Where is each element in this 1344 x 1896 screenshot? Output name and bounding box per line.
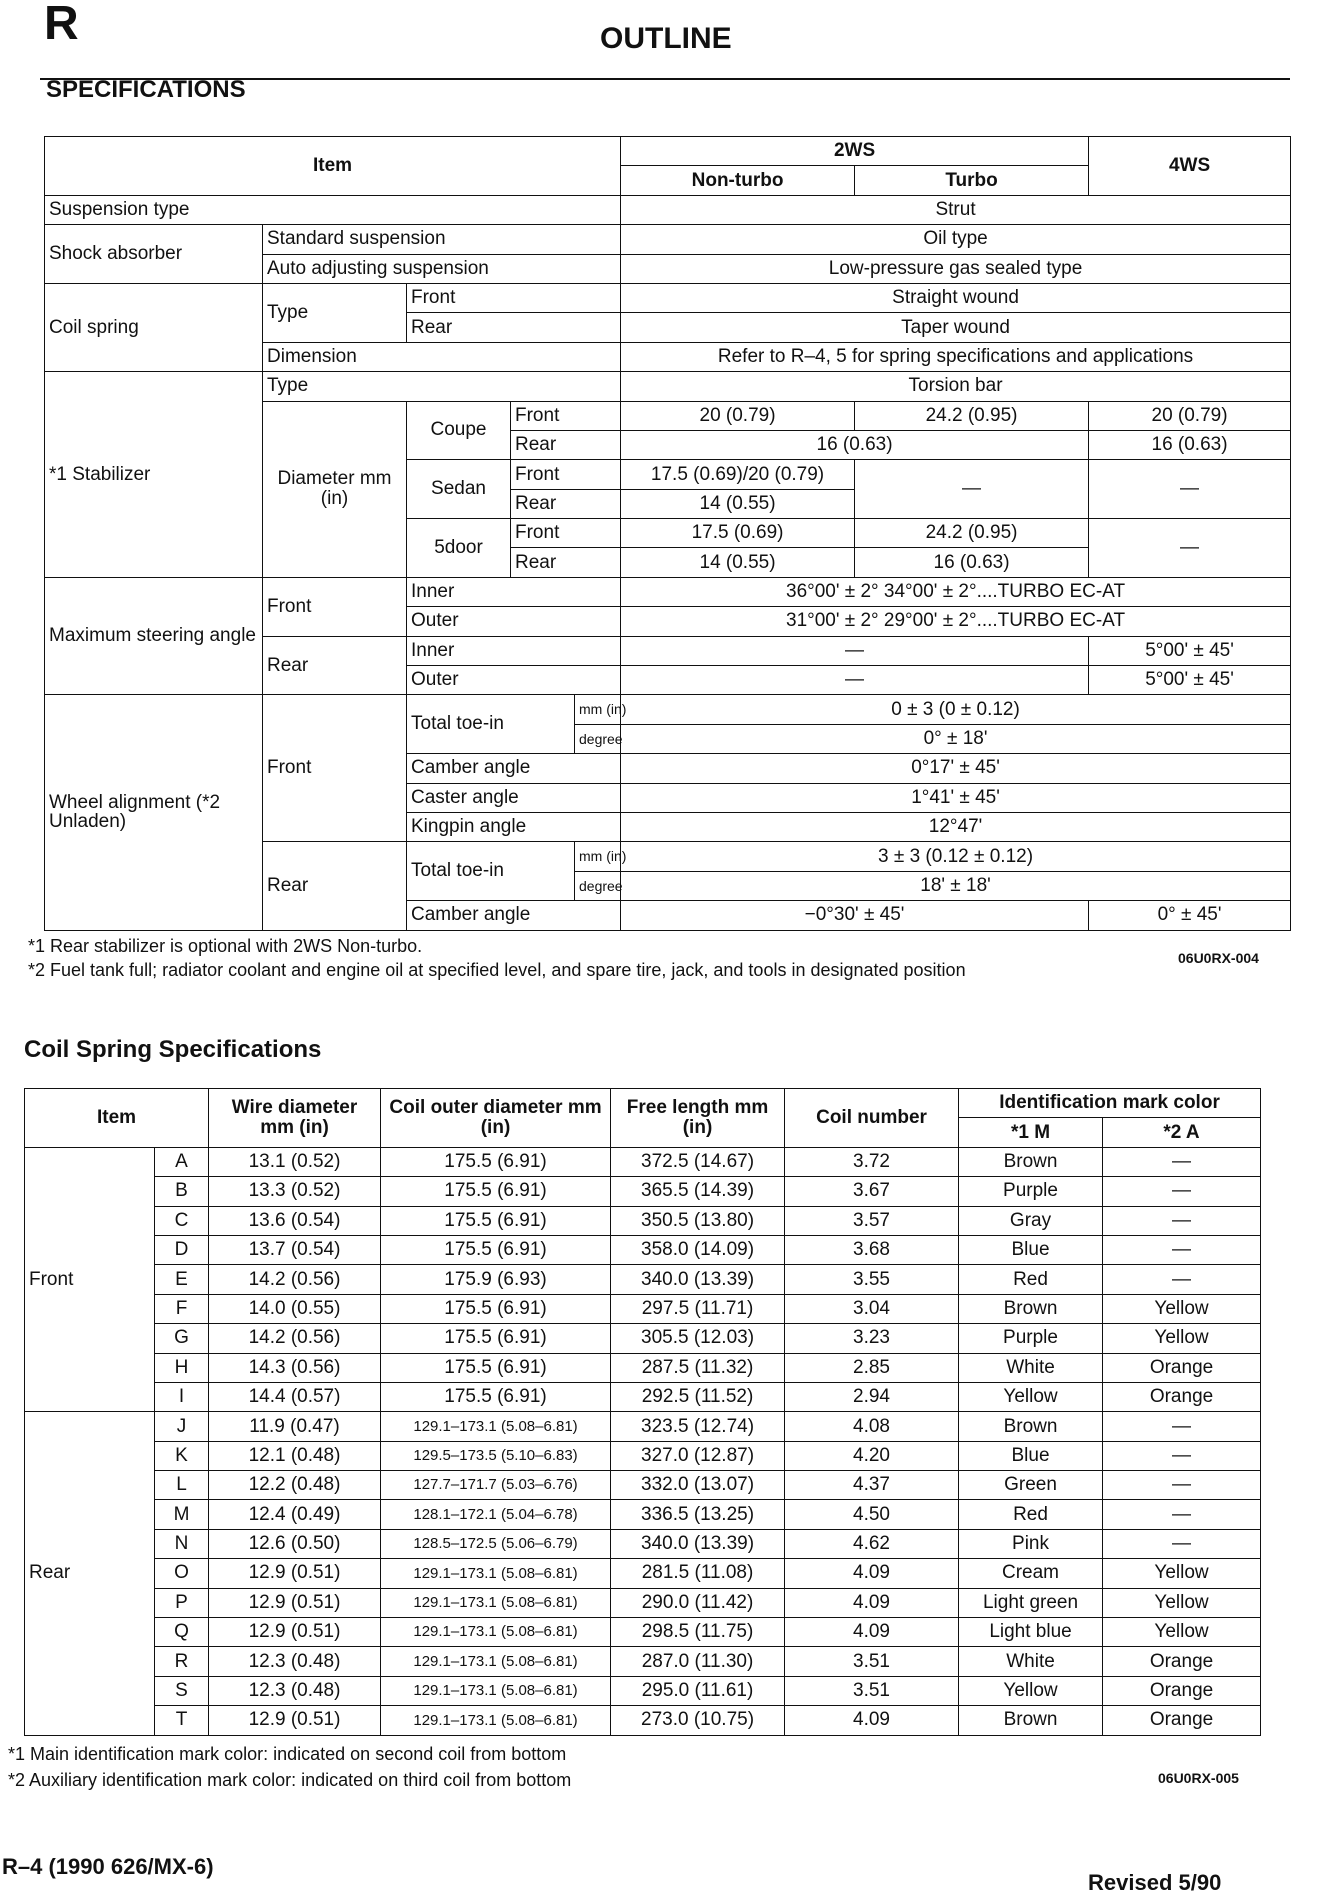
outer-diameter: 128.1–172.1 (5.04–6.78) <box>381 1500 611 1529</box>
steering-front-inner-label: Inner <box>407 577 621 606</box>
ident-m: Yellow <box>959 1676 1103 1705</box>
row-code: I <box>155 1382 209 1411</box>
coil-table-body <box>25 1147 1261 1735</box>
coil-number: 2.85 <box>785 1353 959 1382</box>
sedan-4ws-dash: — <box>1089 460 1291 519</box>
front-caster-value: 1°41' ± 45' <box>621 783 1291 812</box>
front-kingpin-label: Kingpin angle <box>407 812 621 841</box>
section-letter: R <box>44 0 79 50</box>
steering-rear-inner-2ws: — <box>621 636 1089 665</box>
coil-number: 3.51 <box>785 1676 959 1705</box>
coil-row <box>25 1235 1261 1264</box>
free-length: 287.5 (11.32) <box>611 1353 785 1382</box>
coil-number: 4.62 <box>785 1529 959 1558</box>
ident-m: White <box>959 1647 1103 1676</box>
steering-rear-label: Rear <box>263 636 407 695</box>
wire-diameter: 13.6 (0.54) <box>209 1206 381 1235</box>
coil-rear-value: Taper wound <box>621 313 1291 342</box>
coil-number: 3.57 <box>785 1206 959 1235</box>
header-4ws: 4WS <box>1089 137 1291 196</box>
free-length: 372.5 (14.67) <box>611 1147 785 1176</box>
ident-a: Orange <box>1103 1706 1261 1735</box>
row-code: B <box>155 1177 209 1206</box>
ident-m: Blue <box>959 1235 1103 1264</box>
group-rear-label: Rear <box>25 1412 155 1735</box>
outer-diameter: 175.5 (6.91) <box>381 1294 611 1323</box>
ident-m: Yellow <box>959 1382 1103 1411</box>
coil-row <box>25 1706 1261 1735</box>
coil-number: 4.50 <box>785 1500 959 1529</box>
coil-number: 3.23 <box>785 1324 959 1353</box>
outer-diameter: 129.1–173.1 (5.08–6.81) <box>381 1412 611 1441</box>
coil-row <box>25 1529 1261 1558</box>
standard-suspension-label: Standard suspension <box>263 225 621 254</box>
ident-m: Brown <box>959 1147 1103 1176</box>
ident-m: Green <box>959 1471 1103 1500</box>
outer-diameter: 175.5 (6.91) <box>381 1382 611 1411</box>
coil-spring-label: Coil spring <box>45 283 263 371</box>
standard-suspension-value: Oil type <box>621 225 1291 254</box>
coil-header-number: Coil number <box>785 1089 959 1148</box>
stabilizer-diameter-label: Diameter mm (in) <box>263 401 407 577</box>
row-code: O <box>155 1559 209 1588</box>
ident-a: Yellow <box>1103 1618 1261 1647</box>
sedan-rear-label: Rear <box>511 489 621 518</box>
alignment-front-label: Front <box>263 695 407 842</box>
sedan-turbo-dash: — <box>855 460 1089 519</box>
ident-m: Light blue <box>959 1618 1103 1647</box>
front-camber-label: Camber angle <box>407 754 621 783</box>
ident-m: Blue <box>959 1441 1103 1470</box>
wire-diameter: 12.3 (0.48) <box>209 1676 381 1705</box>
free-length: 350.5 (13.80) <box>611 1206 785 1235</box>
front-camber-value: 0°17' ± 45' <box>621 754 1291 783</box>
ident-a: Yellow <box>1103 1588 1261 1617</box>
sedan-front-label: Front <box>511 460 621 489</box>
coil-row <box>25 1294 1261 1323</box>
wire-diameter: 12.9 (0.51) <box>209 1559 381 1588</box>
free-length: 273.0 (10.75) <box>611 1706 785 1735</box>
wire-diameter: 14.3 (0.56) <box>209 1353 381 1382</box>
front-caster-label: Caster angle <box>407 783 621 812</box>
coil-row <box>25 1206 1261 1235</box>
coupe-front-label: Front <box>511 401 621 430</box>
fivedoor-front-label: Front <box>511 519 621 548</box>
ident-m: Red <box>959 1265 1103 1294</box>
ident-m: Gray <box>959 1206 1103 1235</box>
steering-rear-inner-label: Inner <box>407 636 621 665</box>
stabilizer-type-value: Torsion bar <box>621 372 1291 401</box>
free-length: 340.0 (13.39) <box>611 1265 785 1294</box>
wire-diameter: 13.1 (0.52) <box>209 1147 381 1176</box>
outer-diameter: 127.7–171.7 (5.03–6.76) <box>381 1471 611 1500</box>
wire-diameter: 14.2 (0.56) <box>209 1324 381 1353</box>
fivedoor-front-nonturbo: 17.5 (0.69) <box>621 519 855 548</box>
fivedoor-label: 5door <box>407 519 511 578</box>
ident-m: Brown <box>959 1706 1103 1735</box>
rear-camber-2ws: −0°30' ± 45' <box>621 901 1089 930</box>
outer-diameter: 175.9 (6.93) <box>381 1265 611 1294</box>
free-length: 336.5 (13.25) <box>611 1500 785 1529</box>
ident-m: Light green <box>959 1588 1103 1617</box>
free-length: 298.5 (11.75) <box>611 1618 785 1647</box>
stabilizer-label: *1 Stabilizer <box>45 372 263 578</box>
page-title: OUTLINE <box>600 22 732 55</box>
ident-a: Orange <box>1103 1647 1261 1676</box>
coil-footnote-2: *2 Auxiliary identification mark color: indicated on third coil from bottom <box>8 1770 572 1790</box>
free-length: 358.0 (14.09) <box>611 1235 785 1264</box>
coil-row <box>25 1647 1261 1676</box>
coil-number: 3.04 <box>785 1294 959 1323</box>
row-code: H <box>155 1353 209 1382</box>
ident-a: — <box>1103 1147 1261 1176</box>
ident-a: — <box>1103 1235 1261 1264</box>
front-toe-unit-degree: degree <box>575 724 621 753</box>
rear-toe-degree-value: 18' ± 18' <box>621 871 1291 900</box>
outer-diameter: 129.1–173.1 (5.08–6.81) <box>381 1618 611 1647</box>
coil-number: 3.67 <box>785 1177 959 1206</box>
coupe-label: Coupe <box>407 401 511 460</box>
coil-dimension-label: Dimension <box>263 342 621 371</box>
coil-number: 3.51 <box>785 1647 959 1676</box>
coil-front-value: Straight wound <box>621 283 1291 312</box>
coupe-front-4ws: 20 (0.79) <box>1089 401 1291 430</box>
coil-row <box>25 1618 1261 1647</box>
row-code: R <box>155 1647 209 1676</box>
ident-a: Orange <box>1103 1382 1261 1411</box>
free-length: 340.0 (13.39) <box>611 1529 785 1558</box>
coil-spring-table <box>24 1088 1261 1736</box>
wire-diameter: 12.9 (0.51) <box>209 1618 381 1647</box>
wire-diameter: 13.7 (0.54) <box>209 1235 381 1264</box>
wire-diameter: 14.2 (0.56) <box>209 1265 381 1294</box>
row-code: P <box>155 1588 209 1617</box>
ident-m: White <box>959 1353 1103 1382</box>
outer-diameter: 129.1–173.1 (5.08–6.81) <box>381 1647 611 1676</box>
suspension-type-value: Strut <box>621 195 1291 224</box>
specifications-heading: SPECIFICATIONS <box>46 76 246 103</box>
free-length: 305.5 (12.03) <box>611 1324 785 1353</box>
ident-a: — <box>1103 1206 1261 1235</box>
wire-diameter: 14.4 (0.57) <box>209 1382 381 1411</box>
ident-a: — <box>1103 1471 1261 1500</box>
free-length: 290.0 (11.42) <box>611 1588 785 1617</box>
coil-rear-label: Rear <box>407 313 621 342</box>
wire-diameter: 12.3 (0.48) <box>209 1647 381 1676</box>
fivedoor-rear-label: Rear <box>511 548 621 577</box>
ident-m: Brown <box>959 1412 1103 1441</box>
wire-diameter: 12.1 (0.48) <box>209 1441 381 1470</box>
auto-adjusting-value: Low-pressure gas sealed type <box>621 254 1291 283</box>
outer-diameter: 175.5 (6.91) <box>381 1235 611 1264</box>
wire-diameter: 12.9 (0.51) <box>209 1588 381 1617</box>
free-length: 297.5 (11.71) <box>611 1294 785 1323</box>
footer-page-ref: R–4 (1990 626/MX-6) <box>2 1854 214 1879</box>
ident-a: — <box>1103 1529 1261 1558</box>
coil-number: 4.09 <box>785 1618 959 1647</box>
coil-row <box>25 1500 1261 1529</box>
coupe-rear-2ws: 16 (0.63) <box>621 430 1089 459</box>
header-turbo: Turbo <box>855 166 1089 195</box>
outer-diameter: 129.1–173.1 (5.08–6.81) <box>381 1559 611 1588</box>
coupe-front-nonturbo: 20 (0.79) <box>621 401 855 430</box>
front-toe-mm-value: 0 ± 3 (0 ± 0.12) <box>621 695 1291 724</box>
front-toe-degree-value: 0° ± 18' <box>621 724 1291 753</box>
steering-rear-outer-4ws: 5°00' ± 45' <box>1089 666 1291 695</box>
outer-diameter: 129.1–173.1 (5.08–6.81) <box>381 1676 611 1705</box>
fivedoor-rear-turbo: 16 (0.63) <box>855 548 1089 577</box>
sedan-rear-nonturbo: 14 (0.55) <box>621 489 855 518</box>
coil-number: 3.68 <box>785 1235 959 1264</box>
row-code: M <box>155 1500 209 1529</box>
row-code: L <box>155 1471 209 1500</box>
header-item: Item <box>45 137 621 196</box>
free-length: 332.0 (13.07) <box>611 1471 785 1500</box>
row-code: N <box>155 1529 209 1558</box>
ident-a: — <box>1103 1177 1261 1206</box>
shock-absorber-label: Shock absorber <box>45 225 263 284</box>
steering-rear-outer-label: Outer <box>407 666 621 695</box>
coil-dimension-value: Refer to R–4, 5 for spring specifications and applications <box>621 342 1291 371</box>
coil-header-free: Free length mm (in) <box>611 1089 785 1148</box>
front-kingpin-value: 12°47' <box>621 812 1291 841</box>
ident-m: Cream <box>959 1559 1103 1588</box>
steering-front-label: Front <box>263 577 407 636</box>
coil-header-wire: Wire diameter mm (in) <box>209 1089 381 1148</box>
row-code: F <box>155 1294 209 1323</box>
fivedoor-rear-nonturbo: 14 (0.55) <box>621 548 855 577</box>
wire-diameter: 14.0 (0.55) <box>209 1294 381 1323</box>
free-length: 365.5 (14.39) <box>611 1177 785 1206</box>
coil-row <box>25 1265 1261 1294</box>
ident-m: Purple <box>959 1177 1103 1206</box>
auto-adjusting-label: Auto adjusting suspension <box>263 254 621 283</box>
rear-camber-label: Camber angle <box>407 901 621 930</box>
front-toe-unit-mm: mm (in) <box>575 695 621 724</box>
coil-row <box>25 1676 1261 1705</box>
coil-header-item: Item <box>25 1089 209 1148</box>
ident-a: — <box>1103 1441 1261 1470</box>
steering-rear-outer-2ws: — <box>621 666 1089 695</box>
ident-a: — <box>1103 1265 1261 1294</box>
rear-toe-unit-mm: mm (in) <box>575 842 621 871</box>
fivedoor-4ws-dash: — <box>1089 519 1291 578</box>
coil-row <box>25 1324 1261 1353</box>
outer-diameter: 128.5–172.5 (5.06–6.79) <box>381 1529 611 1558</box>
free-length: 292.5 (11.52) <box>611 1382 785 1411</box>
coil-row <box>25 1471 1261 1500</box>
ident-a: — <box>1103 1412 1261 1441</box>
steering-angle-label: Maximum steering angle <box>45 577 263 695</box>
outer-diameter: 175.5 (6.91) <box>381 1147 611 1176</box>
row-code: K <box>155 1441 209 1470</box>
wheel-alignment-label: Wheel alignment (*2 Unladen) <box>45 695 263 930</box>
row-code: T <box>155 1706 209 1735</box>
rear-toe-unit-degree: degree <box>575 871 621 900</box>
row-code: G <box>155 1324 209 1353</box>
spec-figure-code: 06U0RX-004 <box>1178 950 1259 966</box>
coil-number: 3.55 <box>785 1265 959 1294</box>
steering-front-inner-value: 36°00' ± 2° 34°00' ± 2°....TURBO EC-AT <box>621 577 1291 606</box>
coil-header-a: *2 A <box>1103 1118 1261 1147</box>
coil-header-ident: Identification mark color <box>959 1089 1261 1118</box>
wire-diameter: 13.3 (0.52) <box>209 1177 381 1206</box>
ident-a: Yellow <box>1103 1559 1261 1588</box>
sedan-front-nonturbo: 17.5 (0.69)/20 (0.79) <box>621 460 855 489</box>
specifications-table <box>44 136 1291 931</box>
wire-diameter: 12.9 (0.51) <box>209 1706 381 1735</box>
coil-figure-code: 06U0RX-005 <box>1158 1770 1239 1786</box>
coupe-front-turbo: 24.2 (0.95) <box>855 401 1089 430</box>
coil-front-label: Front <box>407 283 621 312</box>
outer-diameter: 175.5 (6.91) <box>381 1353 611 1382</box>
outer-diameter: 129.1–173.1 (5.08–6.81) <box>381 1706 611 1735</box>
outer-diameter: 129.5–173.5 (5.10–6.83) <box>381 1441 611 1470</box>
outer-diameter: 175.5 (6.91) <box>381 1206 611 1235</box>
ident-a: Yellow <box>1103 1294 1261 1323</box>
wire-diameter: 12.2 (0.48) <box>209 1471 381 1500</box>
fivedoor-front-turbo: 24.2 (0.95) <box>855 519 1089 548</box>
rear-camber-4ws: 0° ± 45' <box>1089 901 1291 930</box>
coil-number: 3.72 <box>785 1147 959 1176</box>
front-total-toe-label: Total toe-in <box>407 695 575 754</box>
ident-m: Pink <box>959 1529 1103 1558</box>
coil-number: 4.09 <box>785 1588 959 1617</box>
ident-m: Purple <box>959 1324 1103 1353</box>
coil-row <box>25 1441 1261 1470</box>
coil-header-outer: Coil outer diameter mm (in) <box>381 1089 611 1148</box>
coil-number: 4.08 <box>785 1412 959 1441</box>
coil-spring-heading: Coil Spring Specifications <box>24 1036 322 1063</box>
coil-row <box>25 1412 1261 1441</box>
free-length: 295.0 (11.61) <box>611 1676 785 1705</box>
header-2ws: 2WS <box>621 137 1089 166</box>
coil-number: 4.37 <box>785 1471 959 1500</box>
header-non-turbo: Non-turbo <box>621 166 855 195</box>
ident-m: Brown <box>959 1294 1103 1323</box>
free-length: 281.5 (11.08) <box>611 1559 785 1588</box>
free-length: 327.0 (12.87) <box>611 1441 785 1470</box>
ident-a: Orange <box>1103 1353 1261 1382</box>
coil-row <box>25 1353 1261 1382</box>
row-code: S <box>155 1676 209 1705</box>
ident-a: Yellow <box>1103 1324 1261 1353</box>
coil-header-m: *1 M <box>959 1118 1103 1147</box>
coupe-rear-4ws: 16 (0.63) <box>1089 430 1291 459</box>
group-front-label: Front <box>25 1147 155 1412</box>
ident-a: Orange <box>1103 1676 1261 1705</box>
coil-footnote-1: *1 Main identification mark color: indicated on second coil from bottom <box>8 1744 567 1764</box>
wire-diameter: 12.4 (0.49) <box>209 1500 381 1529</box>
wire-diameter: 12.6 (0.50) <box>209 1529 381 1558</box>
outer-diameter: 175.5 (6.91) <box>381 1177 611 1206</box>
steering-front-outer-label: Outer <box>407 607 621 636</box>
sedan-label: Sedan <box>407 460 511 519</box>
coil-row <box>25 1147 1261 1176</box>
row-code: C <box>155 1206 209 1235</box>
rear-total-toe-label: Total toe-in <box>407 842 575 901</box>
steering-rear-inner-4ws: 5°00' ± 45' <box>1089 636 1291 665</box>
spec-footnote-1: *1 Rear stabilizer is optional with 2WS Non-turbo. <box>28 936 423 956</box>
coil-type-label: Type <box>263 283 407 342</box>
row-code: J <box>155 1412 209 1441</box>
wire-diameter: 11.9 (0.47) <box>209 1412 381 1441</box>
ident-m: Red <box>959 1500 1103 1529</box>
free-length: 323.5 (12.74) <box>611 1412 785 1441</box>
coupe-rear-label: Rear <box>511 430 621 459</box>
steering-front-outer-value: 31°00' ± 2° 29°00' ± 2°....TURBO EC-AT <box>621 607 1291 636</box>
ident-a: — <box>1103 1500 1261 1529</box>
free-length: 287.0 (11.30) <box>611 1647 785 1676</box>
alignment-rear-label: Rear <box>263 842 407 930</box>
coil-number: 2.94 <box>785 1382 959 1411</box>
coil-row <box>25 1588 1261 1617</box>
coil-number: 4.20 <box>785 1441 959 1470</box>
rear-toe-mm-value: 3 ± 3 (0.12 ± 0.12) <box>621 842 1291 871</box>
spec-footnote-2: *2 Fuel tank full; radiator coolant and engine oil at specified level, and spare tire, jack, and tools in designated position <box>28 960 966 980</box>
coil-row <box>25 1382 1261 1411</box>
coil-number: 4.09 <box>785 1706 959 1735</box>
row-code: E <box>155 1265 209 1294</box>
stabilizer-type-label: Type <box>263 372 621 401</box>
outer-diameter: 129.1–173.1 (5.08–6.81) <box>381 1588 611 1617</box>
coil-number: 4.09 <box>785 1559 959 1588</box>
row-code: D <box>155 1235 209 1264</box>
coil-row <box>25 1559 1261 1588</box>
outer-diameter: 175.5 (6.91) <box>381 1324 611 1353</box>
row-code: Q <box>155 1618 209 1647</box>
footer-revised: Revised 5/90 <box>1088 1870 1222 1895</box>
coil-row <box>25 1177 1261 1206</box>
suspension-type-label: Suspension type <box>45 195 621 224</box>
row-code: A <box>155 1147 209 1176</box>
